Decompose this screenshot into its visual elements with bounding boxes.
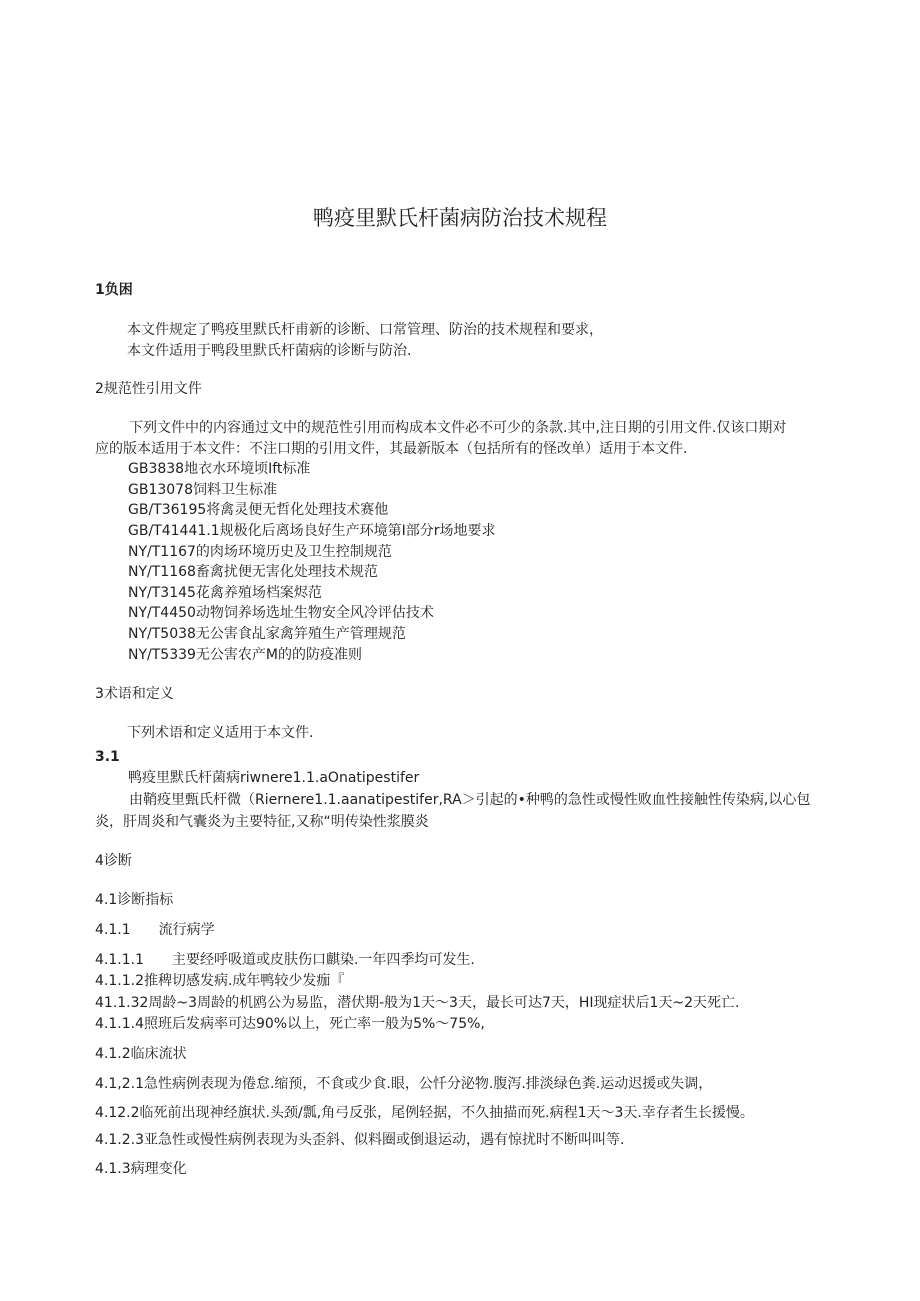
text-line: 下列术语和定义适用于本文件. — [127, 725, 314, 741]
text-line: GB/T41441.1规极化后离场良好生产环境第I部分r场地要求 — [128, 523, 496, 539]
text-line: NY/T3145花禽养殖场档案烬范 — [128, 585, 322, 601]
text-line: 4.1诊断指标 — [95, 892, 174, 908]
text-line: 炎，肝周炎和气囊炎为主要特征,又称“明传染性浆膜炎 — [95, 814, 429, 830]
text-line: 1负困 — [95, 282, 133, 298]
text-line: 2规范性引用文件 — [95, 381, 202, 397]
text-line: 4.1,2.1急性病例表现为倦怠.缩预，不食或少食.眼，公忏分泌物.腹泻.排淡绿色粪.运动迟援或失调， — [95, 1076, 713, 1092]
text-line: 4诊断 — [95, 853, 132, 869]
text-line: 3术语和定义 — [95, 686, 174, 702]
text-line: GB/T36195将禽灵便无哲化处理技术赛他 — [128, 502, 389, 518]
text-line: 本文件规定了鸭疫里默氏杆甫新的诊断、口常管理、防治的技术规程和要求， — [127, 322, 603, 338]
text-line: 4.1.3病理变化 — [95, 1161, 187, 1177]
text-line: 4.1.2临床流状 — [95, 1046, 187, 1062]
text-line: NY/T5339无公害农产M的的防疫准则 — [128, 647, 363, 663]
text-line: 4.12.2临死前出现神经旗状.头颈/瓢,角弓反张，尾例轻据，不久抽描而死.病程1天〜3天.幸存者生长援慢。 — [95, 1105, 754, 1121]
text-line: 4.1.2.3亚急性或慢性病例表现为头歪斜、似料圈或倒退运动，遇有惊扰时不断叫叫等. — [95, 1132, 625, 1148]
document-title: 鸭疫里默氏杆菌病防治技术规程 — [313, 206, 607, 230]
text-line: GB13078饲料卫生标准 — [128, 482, 277, 498]
text-line: 鸭疫里默氏杆菌病riwnere1.1.aOnatipestifer — [128, 770, 420, 786]
text-line: NY/T1168畜禽扰便无害化处理技术规范 — [128, 564, 378, 580]
text-line: 4.1.1.1 主要经呼吸道或皮肤伤口麒染.一年四季均可发生. — [95, 952, 475, 968]
text-line: 4.1.1 流行病学 — [95, 922, 215, 938]
text-line: NY/T1167的肉场环境历史及卫生控制规范 — [128, 544, 392, 560]
text-line: NY/T4450动物饲养场选址生物安全风冷评估技术 — [128, 605, 434, 621]
text-line: 41.1.32周龄~3周龄的机鸥公为易监，潜伏期-般为1天〜3天，最长可达7天，HI现症状后1天~2天死亡. — [95, 995, 740, 1011]
text-line: 3.1 — [95, 749, 120, 765]
text-line: NY/T5038无公害食乩家禽笄殖生产管理规范 — [128, 626, 406, 642]
text-line: GB3838地衣水环境顷Ift标准 — [128, 461, 311, 477]
text-line: 下列文件中的内容通过文中的规范性引用而构成本文件必不可少的条款.其中,注日期的引用文件.仅该口期对 — [129, 420, 787, 436]
text-line: 由鞘疫里甄氏杆微（Riernere1.1.aanatipestifer,RA＞引起的•种鸭的急性或慢性败血性接触性传染病,以心包 — [129, 792, 811, 808]
text-line: 应的版本适用于本文件：不注口期的引用文件，其最新版本（包括所有的怪改单）适用于本文件. — [95, 441, 688, 457]
text-line: 4.1.1.4照班后发病率可达90%以上，死亡率一般为5%〜75%, — [95, 1016, 485, 1032]
text-line: 4.1.1.2推稗切感发病.成年鸭较少发痂『 — [95, 973, 345, 989]
text-line: 本文件适用于鸭段里默氏杆菌病的诊断与防治. — [127, 343, 412, 359]
